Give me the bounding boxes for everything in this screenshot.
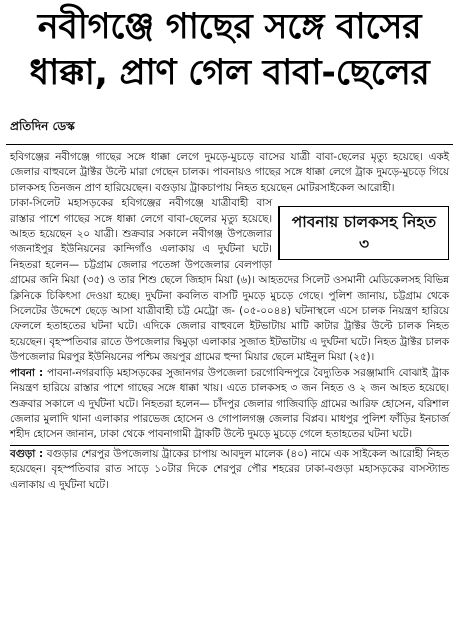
paragraph-bogura <box>10 447 449 493</box>
paragraph-pabna <box>10 366 449 443</box>
section-divider <box>10 445 449 446</box>
pabna-lead: পাবনা : <box>10 366 44 379</box>
paragraph-intro: হবিগঞ্জের নবীগঞ্জে গাছের সঙ্গে ধাক্কা লেগে দুমড়ে-মুচড়ে বাসের যাত্রী বাবা-ছেলের মৃত্যু হয়েছে। একই জেলার বাহুবলে ট্রাক্টর উল্টে মারা গেছেন চালক। পাবনায়ও গাছের সঙ্গে ধাক্কা লেগে ট্রাক দুমড়ে-মুচড়ে গিয়ে চালকসহ তিনজন প্রাণ হারিয়েছেন। বগুড়ায় ট্রাকচাপায় নিহত হয়েছেন মোটরসাইকেল আরোহী। <box>10 151 449 194</box>
paragraph-nabiganj: ঢাকা-সিলেট মহাসড়কের হবিগঞ্জের নবীগঞ্জে যাত্রীবাহী বাস রাস্তার পাশে গাছের সঙ্গে ধাক্কা লেগে বাবা-ছেলের মৃত্যু হয়েছে। আহত হয়েছেন ২০ যাত্রী। শুক্রবার সকালে নবীগঞ্জ উপজেলার গজনাইপুর ইউনিয়নের কান্দিগাঁও এলাকায় এ দুর্ঘটনা ঘটে। নিহতরা হলেন— চট্টগ্রাম জেলার পতেঙ্গা উপজেলার বেলপাড়া গ্রামের জনি মিয়া (৩৫) ও তার শিশু ছেলে জিহাদ মিয়া (৬)। আহতদের সিলেট ওসমানী মেডিকেলসহ বিভিন্ন ক্লিনিকে চিকিৎসা দেওয়া হচ্ছে। দুর্ঘটনা কবলিত বাসটি দুমড়ে মুচড়ে গেছে। পুলিশ জানায়, চট্টগ্রাম থেকে সিলেটের উদ্দেশে ছেড়ে আসা যাত্রীবাহী চট্ট মেট্রো জ- (০৫-০০৪৪) ঘটনাস্থলে এসে চালক নিয়ন্ত্রণ হারিয়ে ফেললে হতাহতের ঘটনা ঘটে। এদিকে জেলার বাহুবলে ইটভাটায় মাটি কাটার ট্রাক্টর উল্টে চালক নিহত হয়েছেন। বৃহস্পতিবার রাতে উপজেলার দ্বিমুড়া এলাকার সুজাত ইটভাটায় এ দুর্ঘটনা ঘটে। নিহত ট্রাক্টর চালক উপজেলার মিরপুর ইউনিয়নের পশ্চিম জয়পুর গ্রামের হুন্দা মিয়ার ছেলে মাইনুল মিয়া (২৫)। <box>10 197 449 364</box>
inset-heading: পাবনায় চালকসহ নিহত ৩ <box>278 206 449 260</box>
divider <box>6 144 453 145</box>
article-body <box>10 150 449 493</box>
headline: নবীগঞ্জে গাছের সঙ্গে বাসের ধাক্কা, প্রাণ গেল বাবা-ছেলের <box>29 7 430 93</box>
pabna-text: পাবনা-নগরবাড়ি মহাসড়কের সুজানগর উপজেলা চরগোবিন্দপুরে বৈদ্যুতিক সরঞ্জামাদি বোঝাই ট্রাক নিয়ন্ত্রণ হারিয়ে রাস্তার পাশে গাছের সঙ্গে ধাক্কা খায়। এতে চালকসহ ৩ জন নিহত ও ২ জন আহত হয়েছে। শুক্রবার সকালে এ দুর্ঘটনা ঘটে। নিহতরা হলেন— চাঁদপুর জেলার গাজিবাড়ি গ্রামের আরিফ হোসেন, বরিশাল জেলার মুলাদি থানা এলাকার পারভেজ হোসেন ও গোপালগঞ্জ জেলার বিপ্লব। মাধপুর পুলিশ ফাঁড়ির ইনচার্জ শহীদ হোসেন জানান, ঢাকা থেকে পাবনাগামী ট্রাকটি উল্টে দুমড়ে মুচড়ে গেলে হতাহতের ঘটনা ঘটে। <box>10 366 449 441</box>
bogura-lead: বগুড়া : <box>10 447 44 460</box>
byline: প্রতিদিন ডেস্ক <box>10 119 75 133</box>
bogura-text: বগুড়ার শেরপুর উপজেলায় ট্রাকের চাপায় আবদুল মালেক (৪০) নামে এক সাইকেল আরোহী নিহত হয়েছেন। বৃহস্পতিবার রাত সাড়ে ১০টার দিকে শেরপুর পৌর শহরের ঢাকা-বগুড়া মহাসড়কের বাসস্ট্যান্ড এলাকায় এ দুর্ঘটনা ঘটে। <box>10 447 449 491</box>
